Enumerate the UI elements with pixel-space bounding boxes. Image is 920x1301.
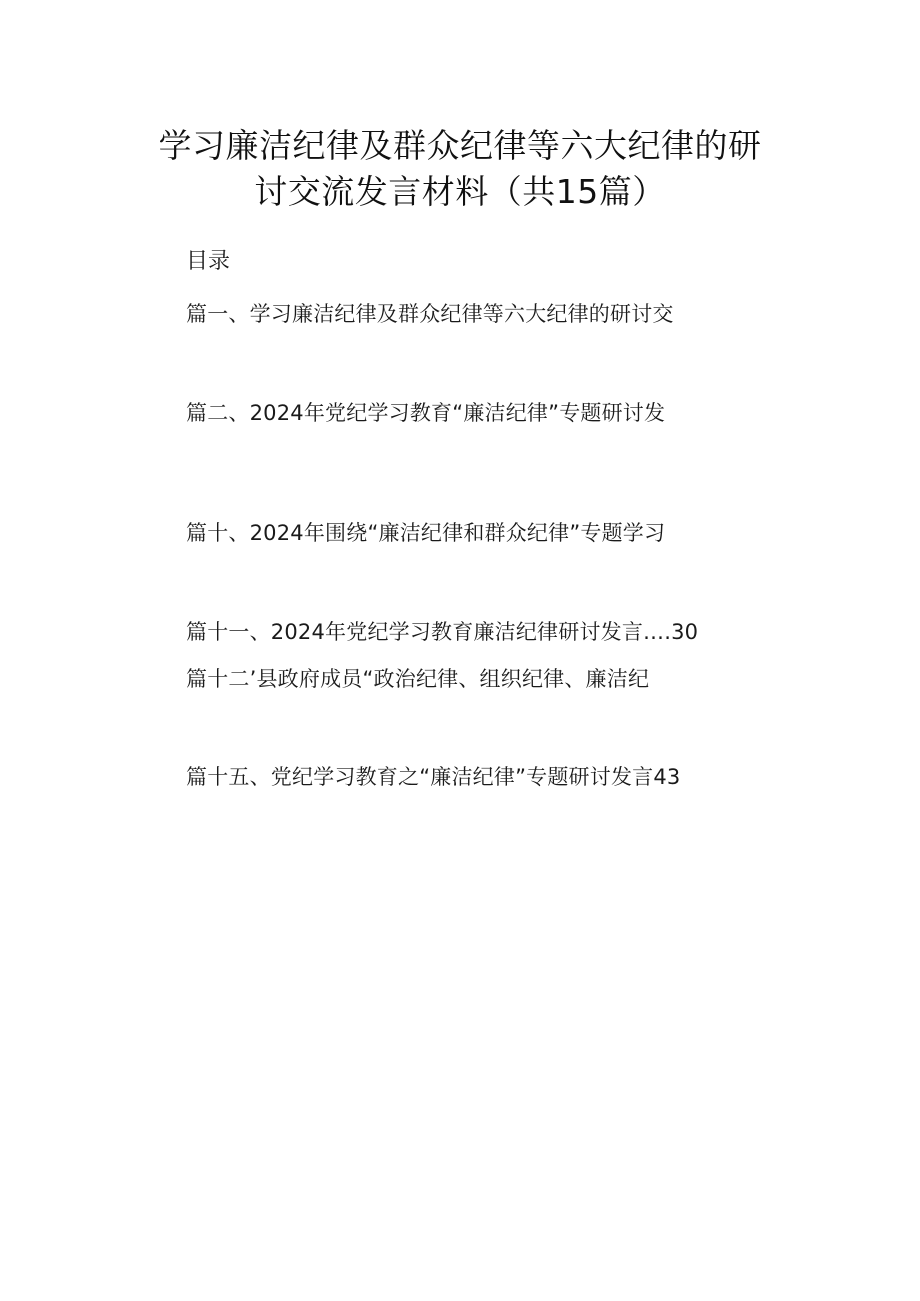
toc-item[interactable]: 篇一、学习廉洁纪律及群众纪律等六大纪律的研讨交 — [186, 302, 674, 326]
document-title-line-1: 学习廉洁纪律及群众纪律等六大纪律的研 — [158, 126, 762, 165]
toc-item[interactable]: 篇十五、党纪学习教育之“廉洁纪律”专题研讨发言43 — [186, 765, 681, 789]
toc-item[interactable]: 篇十、2024年围绕“廉洁纪律和群众纪律”专题学习 — [186, 521, 666, 545]
toc-heading: 目录 — [186, 249, 231, 274]
toc-item[interactable]: 篇十一、2024年党纪学习教育廉洁纪律研讨发言….30 — [186, 620, 699, 644]
toc-item[interactable]: 篇十二’县政府成员“政治纪律、组织纪律、廉洁纪 — [186, 667, 650, 691]
toc-item[interactable]: 篇二、2024年党纪学习教育“廉洁纪律”专题研讨发 — [186, 401, 666, 425]
document-title-line-2: 讨交流发言材料（共15篇） — [254, 172, 666, 211]
